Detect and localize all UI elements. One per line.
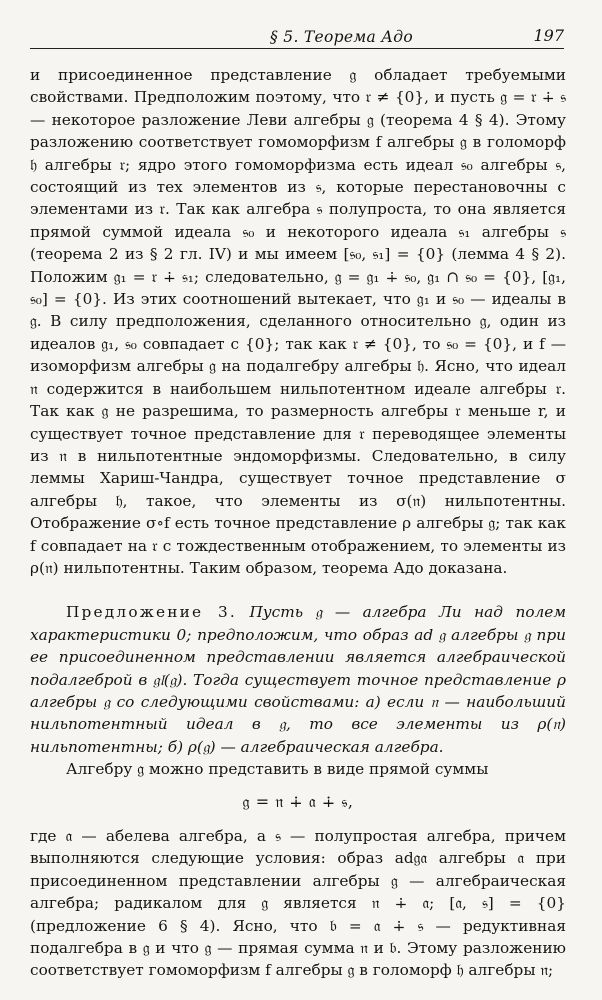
page-header xyxy=(30,18,564,49)
page-number: 197 xyxy=(533,26,564,45)
page-body xyxy=(30,64,566,982)
proposition-paragraph xyxy=(30,601,566,758)
proof-end-paragraph: и присоединенное представление 𝔤 обладает требуемыми свойствами. Предположим поэтому, что 𝔯 ≠ {0}, и пусть 𝔤 = 𝔯 ∔ 𝔰 — некоторое разложение Леви алгебры 𝔤 (теорема 4 § 4). Этому разложению соответствует гомоморфизм f алгебры 𝔤 в голоморф 𝔥 алгебры 𝔯; ядро этого гомоморфизма есть идеал 𝔰₀ алгебры 𝔰, состоящий из тех элементов из 𝔰, которые перестановочны с элементами из 𝔯. Так как алгебра 𝔰 полупроста, то она является прямой суммой идеала 𝔰₀ и некоторого идеала 𝔰₁ алгебры 𝔰 (теорема 2 из § 2 гл. IV) и мы имеем [𝔰₀, 𝔰₁] = {0} (лемма 4 § 2). Положим 𝔤₁ = 𝔯 ∔ 𝔰₁; следовательно, 𝔤 = 𝔤₁ ∔ 𝔰₀, 𝔤₁ ∩ 𝔰₀ = {0}, [𝔤₁, 𝔰₀] = {0}. Из этих соотношений вытекает, что 𝔤₁ и 𝔰₀ — идеалы в 𝔤. В силу предположения, сделанного относительно 𝔤, один из идеалов 𝔤₁, 𝔰₀ совпадает с {0}; так как 𝔯 ≠ {0}, то 𝔰₀ = {0}, и f — изоморфизм алгебры 𝔤 на подалгебру алгебры 𝔥. Ясно, что идеал 𝔫 содержится в наибольшем нильпотентном идеале алгебры 𝔯. Так как 𝔤 не разрешима, то размерность алгебры 𝔯 меньше r, и существует точное представление для 𝔯 переводящее элементы из 𝔫 в нильпотентные эндоморфизмы. Следовательно, в силу леммы Хариш-Чандра, существует точное представление σ алгебры 𝔥, такое, что элементы из σ(𝔫) нильпотентны. Отображение σ∘f есть точное представление ρ алгебры 𝔤; так как f совпадает на 𝔯 с тождественным отображением, то элементы из ρ(𝔫) нильпотентны. Таким образом, теорема Адо доказана. xyxy=(30,66,566,577)
proposition-statement: Пусть 𝔤 — алгебра Ли над полем характеристики 0; предположим, что образ ad 𝔤 алгебры 𝔤 при ее присоединенном представлении является алгебраической подалгеброй в 𝔤𝔩(𝔤). Тогда существует точное представление ρ алгебры 𝔤 со следующими свойствами: а) если 𝔫 — наибольший нильпотентный идеал в 𝔤, то все элементы из ρ(𝔫) нильпотентны; б) ρ(𝔤) — алгебраическая алгебра. xyxy=(30,603,566,756)
direct-sum-formula: 𝔤 = 𝔫 ∔ 𝔞 ∔ 𝔰, xyxy=(242,791,354,811)
sum-intro-paragraph: Алгебру 𝔤 можно представить в виде прямой суммы xyxy=(66,760,489,779)
proposition-label: Предложение 3. xyxy=(66,603,237,622)
after-formula-paragraph: где 𝔞 — абелева алгебра, а 𝔰 — полупростая алгебра, причем выполняются следующие условия: образ ad𝔤𝔞 алгебры 𝔞 при присоединенном представлении алгебры 𝔤 — алгебраическая алгебра; радикалом для 𝔤 является 𝔫 ∔ 𝔞; [𝔞, 𝔰] = {0} (предложение 6 § 4). Ясно, что 𝔟 = 𝔞 ∔ 𝔰 — редуктивная подалгебра в 𝔤 и что 𝔤 — прямая сумма 𝔫 и 𝔟. Этому разложению соответствует гомоморфизм f алгебры 𝔤 в голоморф 𝔥 алгебры 𝔫; xyxy=(30,827,566,980)
running-title: § 5. Теорема Адо xyxy=(270,28,414,46)
